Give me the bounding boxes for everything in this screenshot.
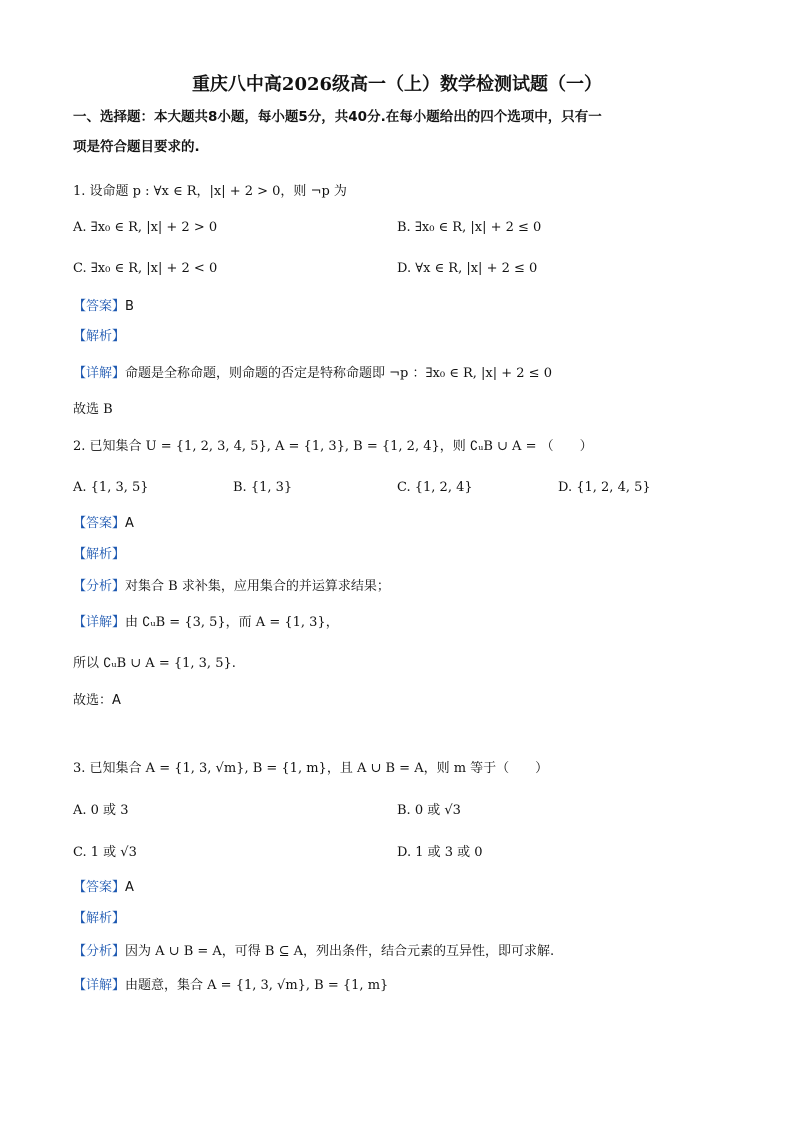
q1-option-d: D. ∀x ∈ R, |x| + 2 ≤ 0: [397, 261, 538, 276]
q2-answer: A: [125, 516, 134, 531]
answer-label: 【答案】: [73, 299, 126, 314]
q1-answer: B: [125, 299, 134, 314]
q2-analysis-label: 【解析】: [73, 547, 126, 562]
q3-fenxi: 因为 A ∪ B = A，可得 B ⊆ A，列出条件，结合元素的互异性，即可求解.: [125, 944, 555, 959]
q3-option-b: B. 0 或 √3: [397, 803, 461, 818]
q2-stem: 2. 已知集合 U = {1, 2, 3, 4, 5}, A = {1, 3}, B = {1, 2, 4}，则 ∁ᵤB ∪ A = （ ）: [73, 439, 593, 454]
q1-detail-line: [73, 365, 552, 383]
q3-answer-line: [73, 879, 134, 897]
q3-option-c: C. 1 或 √3: [73, 845, 137, 860]
q1-conclusion: 故选 B: [73, 402, 113, 417]
q3-detail-line: [73, 977, 388, 995]
answer-label: 【答案】: [73, 880, 126, 895]
q3-detail: 由题意，集合 A = {1, 3, √m}, B = {1, m}: [125, 978, 389, 993]
q1-detail: 命题是全称命题，则命题的否定是特称命题即 ¬p ：∃x₀ ∈ R, |x| + 2 ≤ 0: [125, 366, 552, 381]
q2-option-a: A. {1, 3, 5}: [73, 480, 149, 495]
section-header-line2: 项是符合题目要求的.: [73, 139, 200, 155]
q1-option-a: A. ∃x₀ ∈ R, |x| + 2 > 0: [73, 220, 218, 235]
q2-fenxi-line: [73, 578, 390, 596]
q2-detail: 由 ∁ᵤB = {3, 5}，而 A = {1, 3}，: [125, 615, 339, 630]
detail-label: 【详解】: [73, 615, 126, 630]
section-header-line1: 一、选择题：本大题共8小题，每小题5分，共40分.在每小题给出的四个选项中，只有一: [73, 109, 602, 125]
q2-detail-line2: 所以 ∁ᵤB ∪ A = {1, 3, 5}.: [73, 656, 236, 671]
answer-label: 【答案】: [73, 516, 126, 531]
q1-stem: 1. 设命题 p : ∀x ∈ R，|x| + 2 > 0，则 ¬p 为: [73, 184, 347, 199]
fenxi-label: 【分析】: [73, 944, 126, 959]
q3-option-a: A. 0 或 3: [73, 803, 129, 818]
q2-detail-line: [73, 614, 339, 632]
q2-option-c: C. {1, 2, 4}: [397, 480, 473, 495]
q1-analysis-label: 【解析】: [73, 329, 126, 344]
q3-fenxi-line: [73, 943, 554, 961]
q3-answer: A: [125, 880, 134, 895]
fenxi-label: 【分析】: [73, 579, 126, 594]
q3-stem: 3. 已知集合 A = {1, 3, √m}, B = {1, m}，且 A ∪ B = A，则 m 等于（ ）: [73, 761, 549, 776]
q2-option-b: B. {1, 3}: [233, 480, 293, 495]
q2-conclusion: 故选：A: [73, 693, 121, 708]
detail-label: 【详解】: [73, 978, 126, 993]
q1-option-b: B. ∃x₀ ∈ R, |x| + 2 ≤ 0: [397, 220, 542, 235]
q2-answer-line: [73, 515, 134, 533]
q1-answer-line: [73, 298, 134, 316]
q2-option-d: D. {1, 2, 4, 5}: [558, 480, 651, 495]
q1-option-c: C. ∃x₀ ∈ R, |x| + 2 < 0: [73, 261, 218, 276]
q3-analysis-label: 【解析】: [73, 911, 126, 926]
detail-label: 【详解】: [73, 366, 126, 381]
page-title: 重庆八中高2026级高一（上）数学检测试题（一）: [191, 74, 603, 95]
q3-option-d: D. 1 或 3 或 0: [397, 845, 483, 860]
q2-fenxi: 对集合 B 求补集，应用集合的并运算求结果；: [125, 579, 390, 594]
